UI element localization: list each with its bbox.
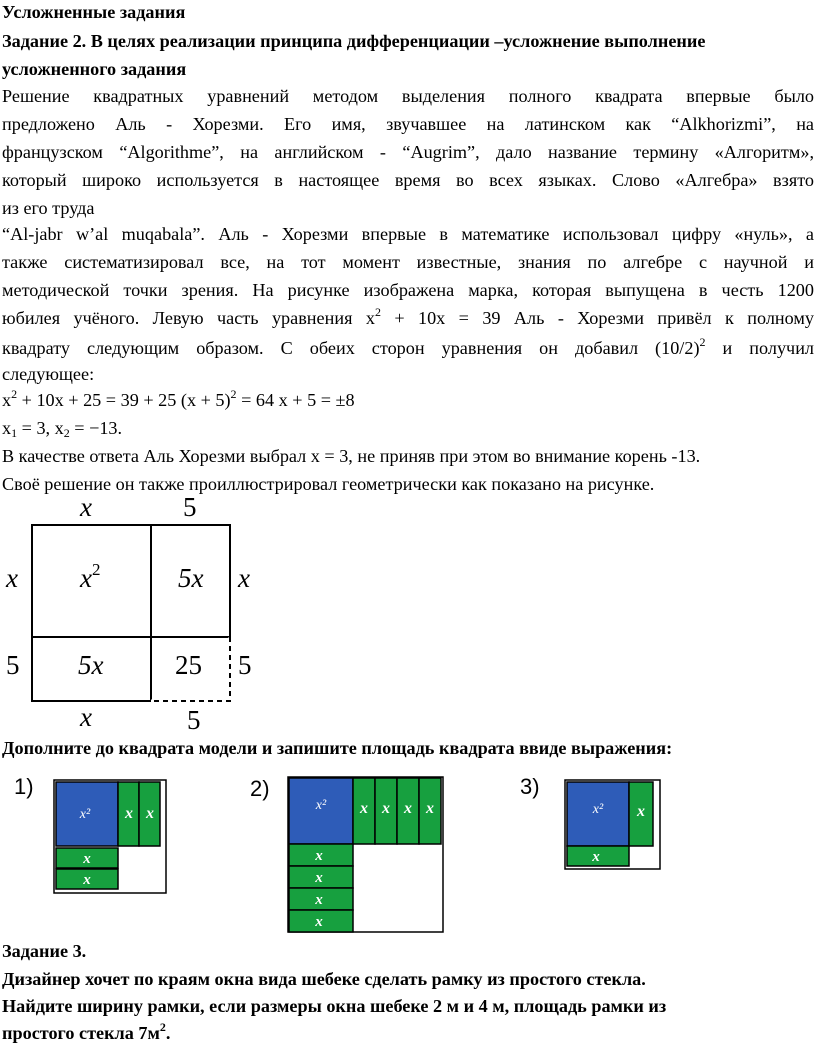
text-span: = 3, x (17, 418, 64, 438)
square-completion-figure (0, 495, 270, 740)
x-tile-label: x (83, 851, 91, 867)
x-tile-label: x (637, 803, 645, 820)
equation-line (2, 387, 355, 411)
paragraph-line: В качестве ответа Аль Хорезми выбрал x = 3, не приняв при этом во внимание корень -13. (2, 446, 701, 466)
x-tile-label: x (315, 892, 323, 908)
paragraph-line: следующее: (2, 364, 95, 384)
subscript: 1 (11, 426, 18, 440)
label-right-5: 5 (238, 650, 252, 680)
text-span: простого стекла 7м (2, 1023, 160, 1043)
cell-25: 25 (175, 650, 202, 680)
text-span: + 10x + 25 = 39 + 25 (x + 5) (17, 390, 231, 410)
paragraph-line: предложено Аль - Хорезми. Его имя, звучавшее на латинском как “Alkhorizmi”, на (2, 114, 814, 134)
x-tile-label: x (315, 870, 323, 886)
superscript: 2 (11, 387, 18, 401)
model-3-label: 3) (520, 774, 540, 799)
superscript: 2 (374, 305, 381, 319)
paragraph-line (2, 335, 815, 359)
x-tile-label: x (125, 805, 133, 822)
model-1-label: 1) (14, 774, 34, 799)
text-span: = 64 x + 5 = ±8 (236, 390, 355, 410)
text-span: юбилея учёного. Левую часть уравнения x (2, 308, 375, 328)
paragraph-line: французском “Algorithme”, на английском - “Augrim”, дало название термину «Алгоритм», (2, 142, 814, 162)
x-squared-tile-label: x² (79, 807, 91, 822)
paragraph-line: Своё решение он также проиллюстрировал геометрически как показано на рисунке. (2, 474, 655, 494)
superscript: 2 (699, 335, 706, 349)
label-bottom-5: 5 (187, 705, 201, 735)
paragraph-line: также систематизировал все, на тот момент известные, знания по алгебре с научной и (2, 252, 814, 272)
label-top-x: x (80, 492, 92, 522)
text-span: квадрату следующим образом. С обеих сторон уравнения он добавил (10/2) (2, 338, 700, 358)
x-tile-label: x (146, 805, 154, 822)
label-left-5: 5 (6, 650, 20, 680)
cell-x-squared-exp: 2 (91, 560, 101, 579)
text-span: = −13. (69, 418, 123, 438)
paragraph-line: Решение квадратных уравнений методом выделения полного квадрата впервые было (2, 86, 814, 106)
cell-x-squared (80, 560, 101, 594)
cell-5x-bottom: 5x (78, 650, 104, 680)
task3-line: Найдите ширину рамки, если размеры окна шебеке 2 м и 4 м, площадь рамки из (2, 996, 667, 1016)
superscript: 2 (159, 1020, 166, 1034)
section-title: Усложненные задания (2, 2, 186, 22)
model-2-label: 2) (250, 776, 270, 801)
text-span: + 10x = 39 Аль - Хорезми привёл к полному (380, 308, 815, 328)
x-tile-label: x (315, 914, 323, 930)
superscript: 2 (230, 387, 237, 401)
label-bottom-x: x (80, 702, 92, 732)
task3-line (2, 1020, 171, 1044)
x-tile-label: x (83, 872, 91, 888)
paragraph-line: который широко используется в настоящее время во всех языках. Слово «Алгебра» взято (2, 170, 814, 190)
task3-line: Дизайнер хочет по краям окна вида шебеке сделать рамку из простого стекла. (2, 969, 646, 989)
label-top-5: 5 (183, 492, 197, 522)
task3-title: Задание 3. (2, 941, 87, 961)
label-right-x: x (238, 563, 250, 593)
algebra-tile-model-2 (286, 775, 446, 935)
algebra-tile-model-1 (52, 778, 170, 898)
roots-line (2, 418, 122, 439)
x-tile-label: x (360, 800, 368, 817)
cell-x-squared-base: x (80, 563, 92, 593)
text-span: . (165, 1023, 171, 1043)
x-squared-tile-label: x² (315, 798, 327, 813)
x-tile-label: x (382, 800, 390, 817)
x-tile-label: x (592, 849, 600, 865)
algebra-tile-model-3 (563, 778, 663, 873)
text-span: x (2, 390, 12, 410)
text-span: x (2, 418, 12, 438)
x-squared-tile-label: x² (592, 802, 604, 817)
paragraph-line: из его труда (2, 198, 95, 218)
x-tile-label: x (426, 800, 434, 817)
task2-heading-line2: усложненного задания (2, 59, 187, 79)
text-span: и получил (705, 338, 815, 358)
x-tile-label: x (404, 800, 412, 817)
paragraph-line: “Al-jabr w’al muqabala”. Аль - Хорезми впервые в математике использовал цифру «нуль», а (2, 224, 814, 244)
label-left-x: x (6, 563, 18, 593)
x-tile-label: x (315, 848, 323, 864)
subscript: 2 (63, 426, 70, 440)
paragraph-line (2, 305, 815, 329)
exercise-instruction: Дополните до квадрата модели и запишите площадь квадрата ввиде выражения: (2, 738, 673, 758)
paragraph-line: методической точки зрения. На рисунке изображена марка, которая выпущена в честь 1200 (2, 280, 814, 300)
cell-5x-top: 5x (178, 563, 204, 593)
task2-heading-line1: Задание 2. В целях реализации принципа дифференциации –усложнение выполнение (2, 31, 706, 51)
